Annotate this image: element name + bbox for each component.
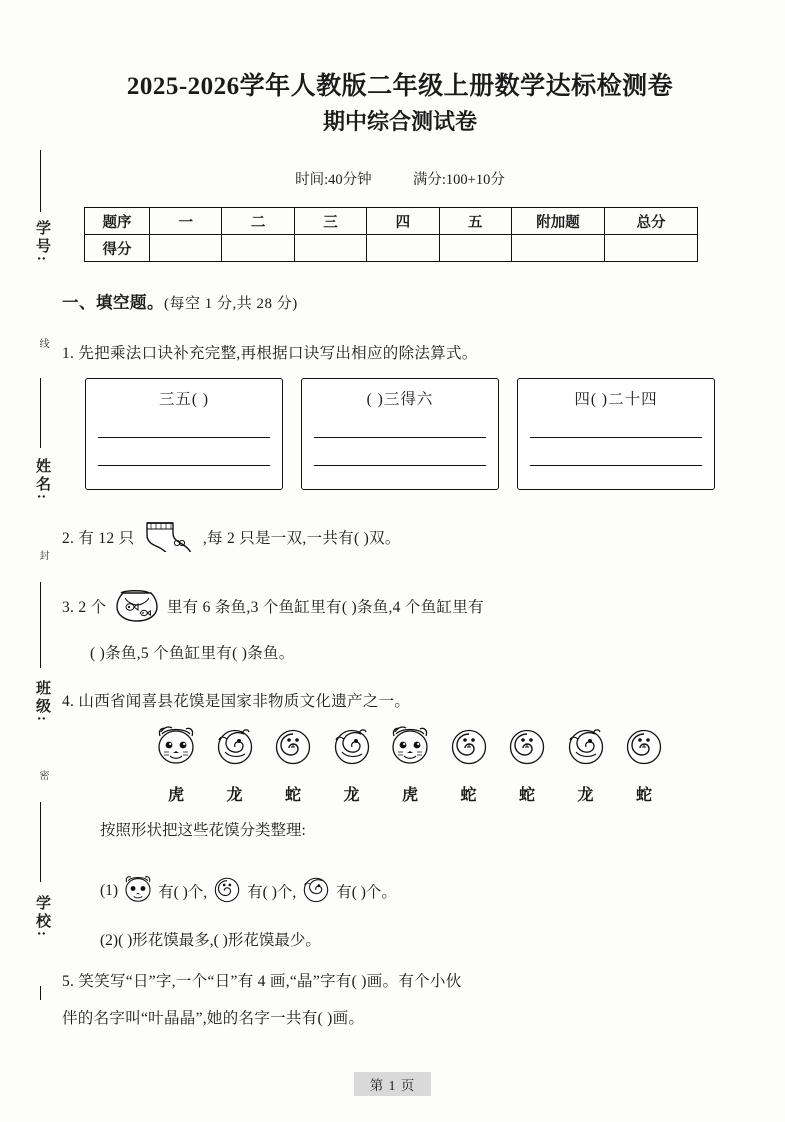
question-3-suffix: 里有 6 条鱼,3 个鱼缸里有( )条鱼,4 个鱼缸里有: [166, 599, 484, 616]
score-cell-5[interactable]: [439, 235, 511, 262]
margin-school: 学校:: [34, 895, 50, 939]
bun-name-8: 龙: [577, 787, 594, 804]
question-4-sub-2: (2)( )形花馍最多,( )形花馍最少。: [100, 932, 321, 949]
table-row-score: [85, 235, 698, 262]
question-5: [62, 968, 722, 1032]
fish-jar-icon: [113, 585, 161, 632]
kou-jue-box-2[interactable]: [301, 378, 499, 490]
margin-seal-mi: 密: [37, 770, 48, 782]
score-table-col-3: 三: [294, 208, 366, 235]
snake-bun-icon: [501, 722, 553, 773]
sock-icon: [141, 518, 197, 561]
score-table-col-7: 总分: [605, 208, 698, 235]
margin-rule-bottom: [40, 986, 41, 1000]
kou-jue-box-2-formula: ( )三得六: [366, 391, 434, 408]
question-1-text: 1. 先把乘法口诀补充完整,再根据口诀写出相应的除法算式。: [62, 345, 478, 362]
kou-jue-box-3[interactable]: [517, 378, 715, 490]
title-main: 2025-2026学年人教版二年级上册数学达标检测卷: [126, 73, 674, 100]
margin-seal-line: 线: [37, 338, 48, 350]
tiger-bun-icon: [121, 872, 155, 910]
question-3: [62, 585, 722, 667]
answer-line: [530, 437, 702, 438]
exam-meta: [60, 168, 740, 189]
question-4-bun-row: [150, 722, 670, 773]
table-row-header: [85, 208, 698, 235]
kou-jue-box-3-formula: 四( )二十四: [574, 391, 658, 408]
section-1-note: (每空 1 分,共 28 分): [164, 296, 298, 312]
score-table-col-4: 四: [367, 208, 439, 235]
question-1-boxes: [85, 378, 715, 490]
margin-strip: [18, 150, 64, 1000]
score-cell-6[interactable]: [512, 235, 605, 262]
score-table: [84, 207, 698, 262]
bun-name-1: 虎: [167, 787, 184, 804]
bun-name-7: 蛇: [518, 787, 535, 804]
score-cell-1[interactable]: [150, 235, 222, 262]
question-4-bun-names: [150, 782, 670, 805]
dragon-bun-icon: [209, 722, 261, 773]
bun-name-4: 龙: [343, 787, 360, 804]
kou-jue-box-1[interactable]: [85, 378, 283, 490]
score-table-row-label-1: 题序: [85, 208, 150, 235]
question-5-line-1: 5. 笑笑写“日”字,一个“日”有 4 画,“晶”字有( )画。有个小伙: [62, 973, 462, 990]
tiger-bun-icon: [384, 722, 436, 773]
question-4-sub1-a: 有( )个,: [158, 884, 208, 901]
answer-line: [314, 465, 486, 466]
page-number: 第 1 页: [354, 1072, 432, 1096]
question-4-instruction: 按照形状把这些花馍分类整理:: [100, 822, 306, 839]
margin-rule-2: [40, 378, 41, 448]
margin-rule-top: [40, 150, 41, 212]
dragon-bun-icon: [326, 722, 378, 773]
page-title: [60, 72, 740, 136]
answer-line: [98, 465, 270, 466]
score-table-col-5: 五: [439, 208, 511, 235]
margin-rule-4: [40, 802, 41, 882]
score-table-col-1: 一: [150, 208, 222, 235]
bun-name-6: 蛇: [460, 787, 477, 804]
score-cell-4[interactable]: [367, 235, 439, 262]
question-2: [62, 518, 401, 561]
section-1-title: 一、填空题。: [62, 293, 164, 312]
question-3-line-2: ( )条鱼,5 个鱼缸里有( )条鱼。: [90, 645, 295, 663]
snake-bun-icon: [267, 722, 319, 773]
tiger-bun-icon: [150, 722, 202, 773]
margin-rule-3: [40, 582, 41, 668]
score-table-col-6: 附加题: [512, 208, 605, 235]
dragon-bun-icon: [560, 722, 612, 773]
bun-name-3: 蛇: [284, 787, 301, 804]
score-cell-7[interactable]: [605, 235, 698, 262]
margin-class: 班级:: [34, 680, 50, 724]
snake-bun-icon: [210, 872, 244, 910]
margin-seal-feng: 封: [37, 550, 48, 562]
snake-bun-icon: [618, 722, 670, 773]
answer-line: [98, 437, 270, 438]
page-footer: [0, 1072, 785, 1096]
score-table-row-label-2: 得分: [85, 235, 150, 262]
question-2-before: 2. 有 12 只: [62, 530, 135, 547]
question-5-line-2: 伴的名字叫“叶晶晶”,她的名字一共有( )画。: [62, 1010, 365, 1028]
question-4-sub-1: [100, 872, 397, 910]
question-4-sub1-prefix: (1): [100, 882, 119, 899]
answer-line: [530, 465, 702, 466]
question-4-sub1-b: 有( )个,: [247, 884, 297, 901]
margin-name: 姓名:: [34, 458, 50, 502]
snake-bun-icon: [443, 722, 495, 773]
margin-student-id: 学号:: [34, 220, 50, 264]
full-score-label: 满分:100+10分: [412, 172, 505, 188]
title-sub: 期中综合测试卷: [322, 108, 477, 134]
score-table-col-2: 二: [222, 208, 294, 235]
question-3-prefix: 3. 2 个: [62, 599, 107, 616]
dragon-bun-icon: [299, 872, 333, 910]
score-cell-3[interactable]: [294, 235, 366, 262]
answer-line: [314, 437, 486, 438]
kou-jue-box-1-formula: 三五( ): [158, 391, 210, 408]
score-cell-2[interactable]: [222, 235, 294, 262]
bun-name-2: 龙: [226, 787, 243, 804]
time-label: 时间:40分钟: [295, 172, 372, 188]
bun-name-5: 虎: [401, 787, 418, 804]
question-2-after: ,每 2 只是一双,一共有( )双。: [202, 530, 401, 547]
question-3-line-1: [62, 585, 722, 632]
section-1-heading: [62, 289, 298, 313]
question-4-text: 4. 山西省闻喜县花馍是国家非物质文化遗产之一。: [62, 693, 411, 710]
bun-name-9: 蛇: [635, 787, 652, 804]
question-4-sub1-c: 有( )个。: [336, 884, 397, 901]
